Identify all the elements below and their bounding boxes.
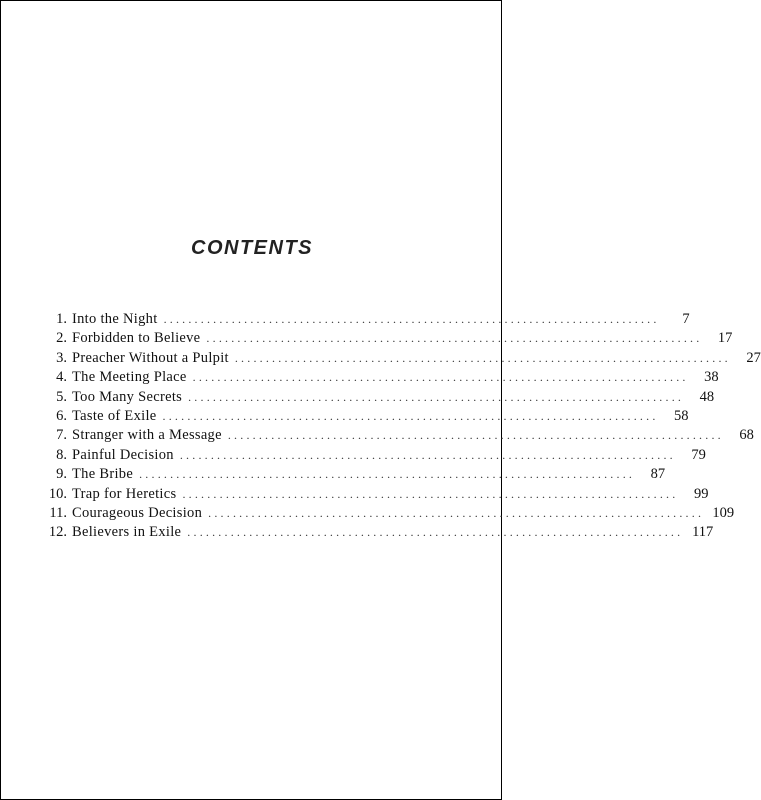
toc-entry-7 [37, 426, 754, 445]
chapter-title: The Bribe [72, 466, 134, 483]
toc-entry-12 [37, 523, 714, 542]
chapter-title: Taste of Exile [72, 407, 157, 424]
chapter-number: 11. [49, 504, 67, 521]
page-number: 79 [691, 446, 706, 463]
toc-entry-9 [37, 465, 666, 484]
dot-leader: ................................................................................ [227, 428, 724, 443]
chapter-title: Forbidden to Believe [72, 330, 201, 347]
chapter-number: 8. [56, 446, 67, 463]
page-number: 87 [650, 466, 666, 483]
dot-leader: ................................................................................ [179, 447, 676, 462]
page-number: 99 [693, 485, 709, 502]
toc-entry-4 [37, 368, 719, 387]
chapter-title: Preacher Without a Pulpit [72, 349, 229, 366]
chapter-number: 12. [48, 524, 67, 541]
chapter-title: Into the Night [72, 311, 158, 327]
dot-leader: ................................................................................ [234, 350, 731, 365]
dot-leader: ................................................................................ [182, 486, 679, 501]
chapter-title: Stranger with a Message [72, 427, 222, 444]
toc-entry-10 [37, 485, 709, 504]
page-number: 17 [717, 330, 733, 347]
chapter-title: Painful Decision [72, 446, 174, 463]
page-number: 27 [746, 349, 761, 366]
chapter-title: The Meeting Place [72, 369, 187, 386]
chapter-number: 10. [48, 485, 67, 502]
toc-entry-3 [37, 349, 761, 368]
chapter-number: 5. [56, 388, 67, 405]
toc-entry-8 [37, 446, 706, 465]
dot-leader: ................................................................................ [206, 331, 703, 346]
dot-leader: ................................................................................ [139, 467, 636, 482]
chapter-title: Trap for Heretics [72, 485, 177, 502]
chapter-title: Believers in Exile [72, 524, 182, 541]
dot-leader: ................................................................................ [192, 370, 689, 385]
toc-entry-5 [37, 388, 715, 407]
chapter-number: 9. [56, 466, 67, 483]
page-number: 68 [739, 427, 754, 444]
dot-leader: ................................................................................ [208, 505, 705, 520]
page-number: 48 [699, 388, 715, 405]
page-number: 117 [692, 524, 714, 541]
chapter-number: 3. [56, 349, 67, 366]
toc-entry-2 [37, 329, 733, 348]
page-number: 38 [704, 369, 719, 386]
page-number: 7 [682, 311, 690, 327]
dot-leader: ................................................................................ [162, 408, 659, 423]
dot-leader: ................................................................................ [188, 389, 685, 404]
dot-leader: ................................................................................ [187, 525, 684, 540]
chapter-number: 7. [56, 427, 67, 444]
toc-entry-6 [37, 407, 689, 426]
table-of-contents [37, 310, 761, 543]
chapter-number: 1. [56, 311, 67, 327]
chapter-title: Too Many Secrets [72, 388, 183, 405]
chapter-number: 4. [56, 369, 67, 386]
dot-leader: ................................................................................ [163, 312, 660, 326]
toc-entry-1 [37, 310, 690, 329]
chapter-number: 6. [56, 407, 67, 424]
chapter-number: 2. [56, 330, 67, 347]
page-number: 109 [712, 504, 735, 521]
toc-entry-11 [37, 504, 735, 523]
chapter-title: Courageous Decision [72, 504, 203, 521]
page-number: 58 [674, 407, 689, 424]
contents-heading: CONTENTS [191, 237, 313, 259]
